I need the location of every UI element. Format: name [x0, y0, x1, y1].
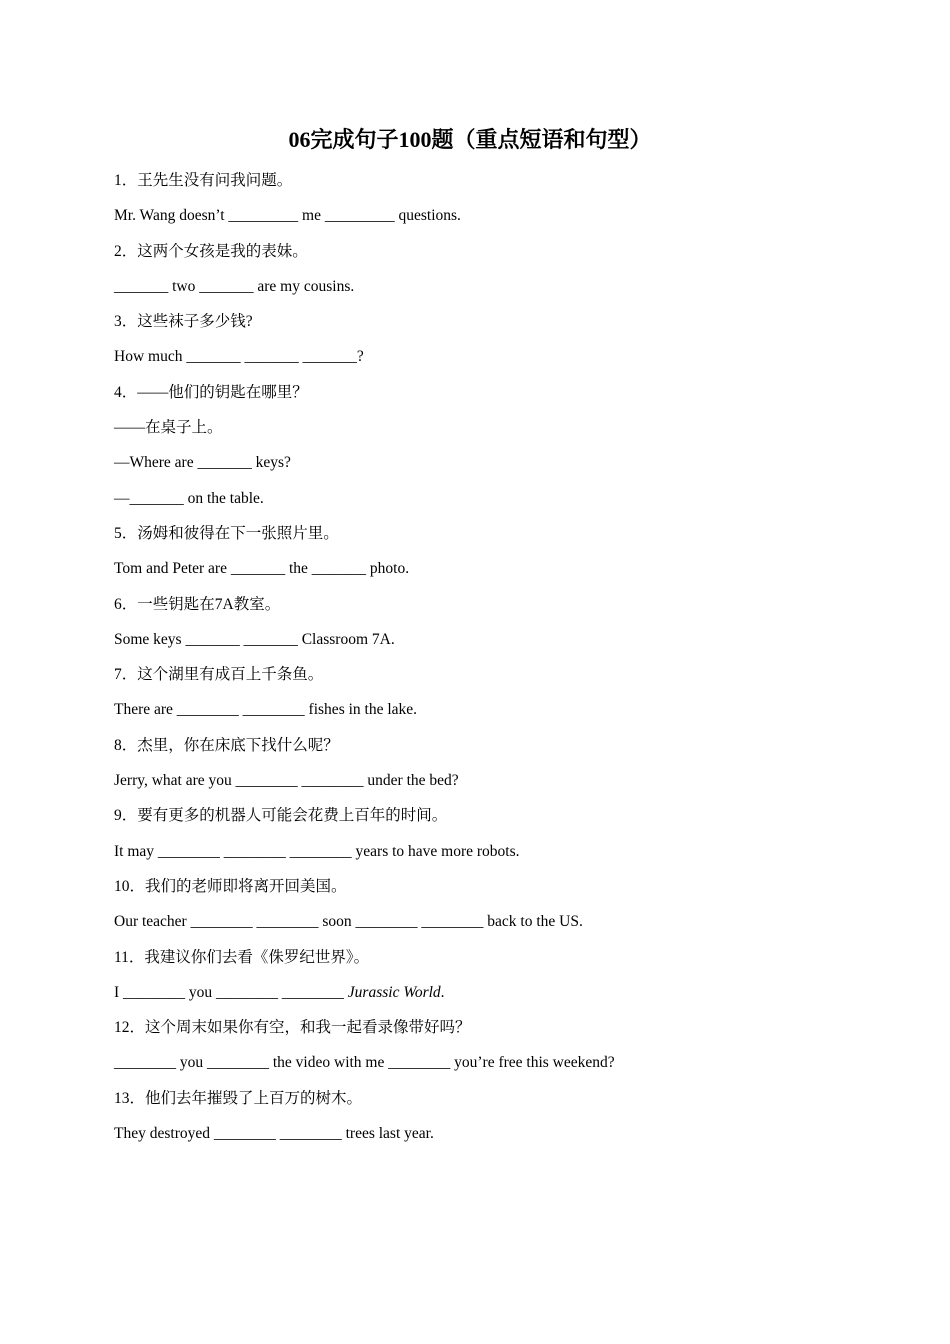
question-5-sentence: Tom and Peter are _______ the _______ photo. — [114, 560, 410, 578]
question-3-sentence: How much _______ _______ _______? — [114, 348, 364, 366]
question-11-prompt: 11．我建议你们去看《侏罗纪世界》。 — [114, 948, 370, 966]
question-8-prompt: 8．杰里，你在床底下找什么呢？ — [114, 736, 339, 754]
question-7-prompt: 7．这个湖里有成百上千条鱼。 — [114, 666, 324, 684]
question-3-prompt: 3．这些袜子多少钱? — [114, 313, 253, 331]
page-title: 06完成句子100题（重点短语和句型） — [288, 127, 652, 152]
question-10-prompt: 10．我们的老师即将离开回美国。 — [114, 877, 347, 895]
question-9-prompt: 9．要有更多的机器人可能会花费上百年的时间。 — [114, 807, 448, 825]
question-13-prompt: 13．他们去年摧毁了上百万的树木。 — [114, 1089, 363, 1107]
question-11-title-italic: Jurassic World — [347, 983, 441, 1001]
question-4-sentence: —Where are _______ keys? — [114, 454, 291, 472]
question-1-prompt: 1．王先生没有问我问题。 — [114, 172, 293, 189]
question-6-sentence: Some keys _______ _______ Classroom 7A. — [114, 630, 395, 648]
question-5-prompt: 5．汤姆和彼得在下一张照片里。 — [114, 524, 339, 542]
question-13-sentence: They destroyed ________ ________ trees last year. — [114, 1125, 434, 1143]
question-11-sentence — [114, 975, 914, 1010]
question-list — [114, 163, 914, 1151]
question-11-sentence-start: I ________ you ________ ________ — [114, 983, 348, 1001]
question-10-sentence: Our teacher ________ ________ soon ________ ________ back to the US. — [114, 913, 583, 931]
question-11-sentence-end: . — [440, 983, 445, 1001]
question-4-sentence-answer: —_______ on the table. — [114, 489, 264, 507]
question-12-sentence: ________ you ________ the video with me ________ you’re free this weekend? — [114, 1054, 615, 1072]
question-4-prompt-answer: ——在桌子上。 — [114, 419, 223, 437]
question-6-prompt: 6．一些钥匙在7A教室。 — [114, 595, 281, 613]
question-2-prompt: 2．这两个女孩是我的表妹。 — [114, 242, 308, 260]
question-1-sentence: Mr. Wang doesn’t _________ me _________ questions. — [114, 207, 461, 225]
question-9-sentence: It may ________ ________ ________ years to have more robots. — [114, 842, 520, 860]
question-7-sentence: There are ________ ________ fishes in the lake. — [114, 701, 418, 719]
question-12-prompt: 12．这个周末如果你有空，和我一起看录像带好吗？ — [114, 1019, 471, 1037]
question-4-prompt: 4．——他们的钥匙在哪里？ — [114, 383, 308, 401]
question-2-sentence: _______ two _______ are my cousins. — [114, 277, 355, 295]
question-8-sentence: Jerry, what are you ________ ________ under the bed? — [114, 772, 459, 790]
